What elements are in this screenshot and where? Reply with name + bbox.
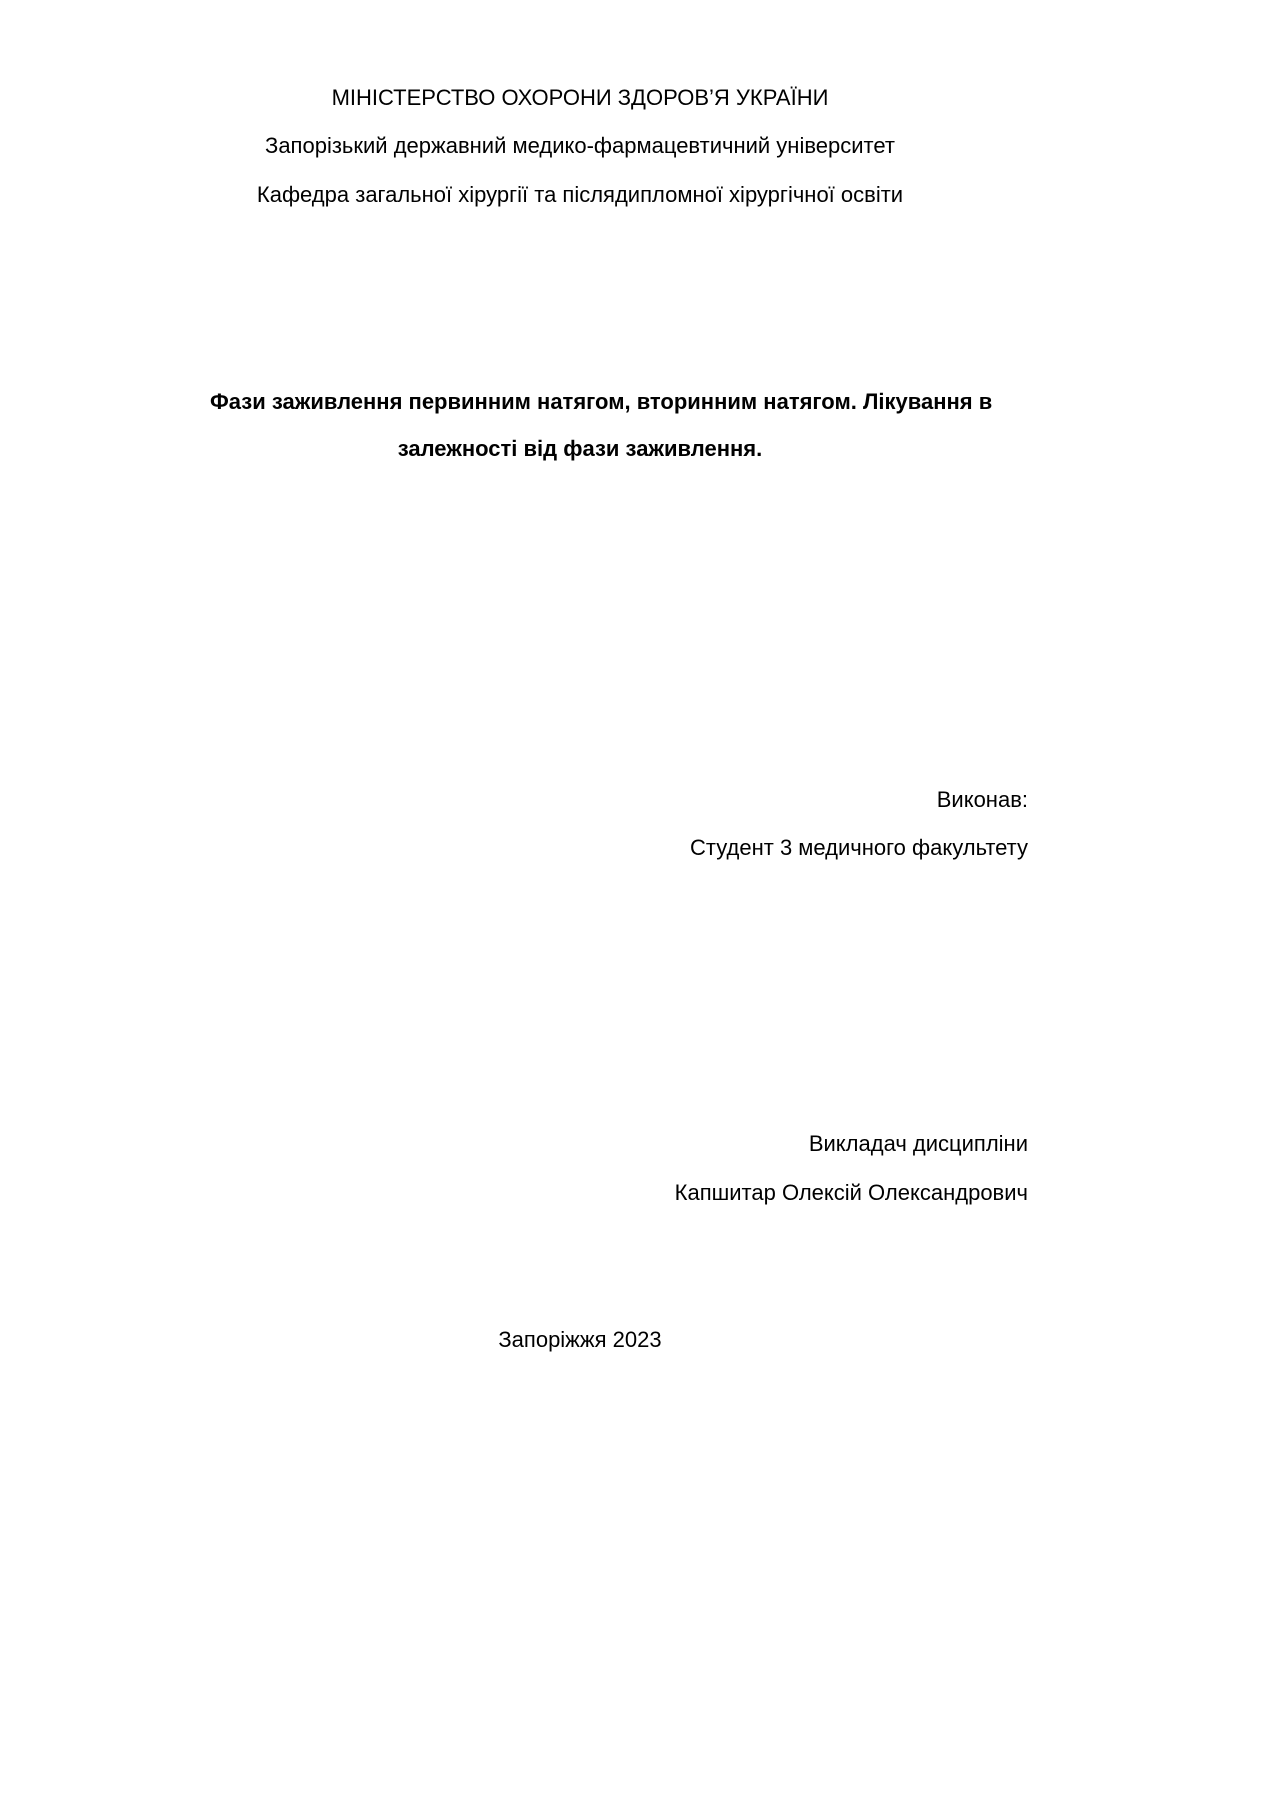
ministry-heading: МІНІСТЕРСТВО ОХОРОНИ ЗДОРОВ’Я УКРАЇНИ: [331, 85, 829, 110]
author-label: Виконав:: [936, 787, 1028, 812]
university-name: Запорізький державний медико-фармацевтичний університет: [265, 133, 895, 158]
author-description: Студент 3 медичного факультету: [690, 835, 1028, 860]
teacher-name: Капшитар Олексій Олександрович: [674, 1180, 1028, 1205]
city-year: Запоріжжя 2023: [498, 1327, 662, 1352]
title-line-2: залежності від фази заживлення.: [397, 436, 763, 461]
teacher-label: Викладач дисципліни: [808, 1131, 1028, 1156]
document-title: [150, 378, 1010, 472]
title-line-1: Фази заживлення первинним натягом, вторинним натягом. Лікування в: [210, 389, 993, 414]
department-name: Кафедра загальної хірургії та післядипломної хірургічної освіти: [256, 182, 904, 207]
